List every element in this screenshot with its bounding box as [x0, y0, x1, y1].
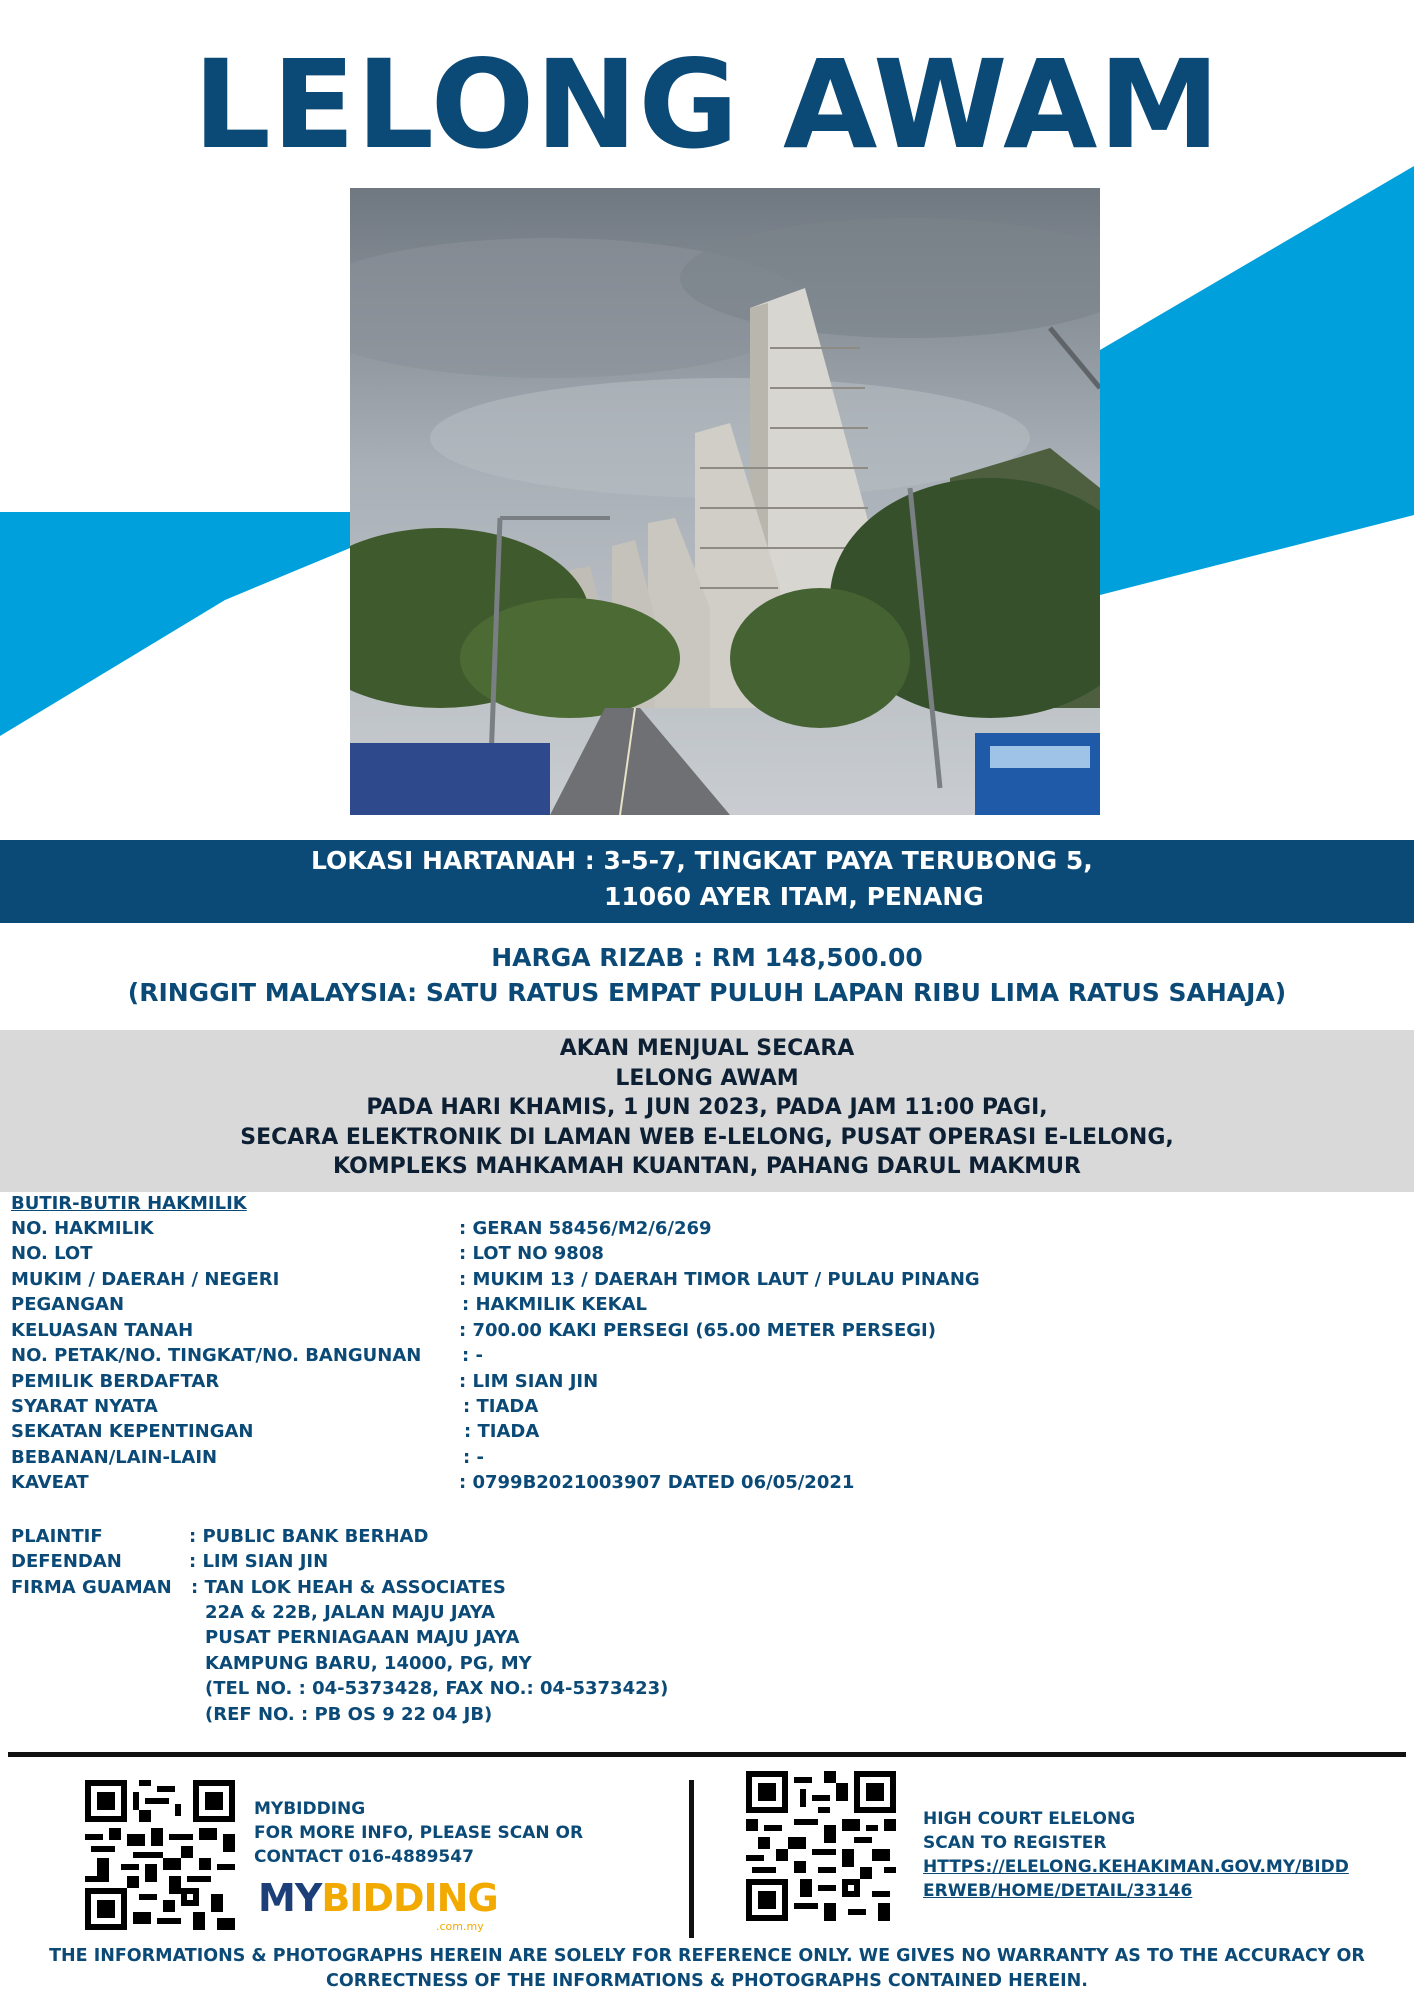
party-value: : LIM SIAN JIN — [189, 1551, 329, 1572]
location-line-1: LOKASI HARTANAH : 3-5-7, TINGKAT PAYA TERUBONG 5, — [311, 846, 1093, 875]
party-value: : TAN LOK HEAH & ASSOCIATES — [191, 1577, 506, 1598]
detail-label: BEBANAN/LAIN-LAIN — [11, 1447, 218, 1468]
reserve-price-words: (RINGGIT MALAYSIA: SATU RATUS EMPAT PULUH LAPAN RIBU LIMA RATUS SAHAJA) — [127, 978, 1287, 1007]
auction-line: KOMPLEKS MAHKAMAH KUANTAN, PAHANG DARUL MAKMUR — [333, 1154, 1081, 1179]
detail-value: : - — [462, 1345, 483, 1366]
detail-value: : 700.00 KAKI PERSEGI (65.00 METER PERSEGI) — [459, 1320, 936, 1341]
detail-label: KELUASAN TANAH — [11, 1320, 194, 1341]
auction-line: LELONG AWAM — [615, 1065, 799, 1091]
firm-address-line: (TEL NO. : 04-5373428, FAX NO.: 04-5373423) — [205, 1678, 669, 1699]
auction-line: PADA HARI KHAMIS, 1 JUN 2023, PADA JAM 11:00 PAGI, — [366, 1095, 1048, 1120]
detail-label: MUKIM / DAERAH / NEGERI — [11, 1269, 280, 1290]
detail-label: NO. HAKMILIK — [11, 1218, 154, 1239]
detail-value: : 0799B2021003907 DATED 06/05/2021 — [459, 1472, 855, 1493]
detail-label: SYARAT NYATA — [11, 1396, 158, 1417]
detail-value: : HAKMILIK KEKAL — [462, 1294, 647, 1315]
mybidding-name: MYBIDDING — [254, 1799, 366, 1819]
detail-value: : LIM SIAN JIN — [459, 1371, 599, 1392]
detail-value: : GERAN 58456/M2/6/269 — [459, 1218, 712, 1239]
firm-address-line: KAMPUNG BARU, 14000, PG, MY — [205, 1653, 532, 1674]
disclaimer — [0, 1944, 1414, 1994]
detail-value: : MUKIM 13 / DAERAH TIMOR LAUT / PULAU PINANG — [459, 1269, 980, 1290]
disclaimer-line-2: CORRECTNESS OF THE INFORMATIONS & PHOTOGRAPHS CONTAINED HEREIN. — [326, 1971, 1088, 1991]
mybidding-info — [254, 1797, 583, 1869]
mybidding-scan-text: FOR MORE INFO, PLEASE SCAN OR — [254, 1823, 584, 1843]
detail-value: : TIADA — [464, 1421, 540, 1442]
detail-label: PEGANGAN — [11, 1294, 125, 1315]
reserve-price — [0, 940, 1414, 1010]
mybidding-logo-domain: .com.my — [436, 1920, 484, 1933]
party-value: : PUBLIC BANK BERHAD — [189, 1526, 429, 1547]
location-line-2: 11060 AYER ITAM, PENANG — [604, 882, 984, 911]
mybidding-contact[interactable]: CONTACT 016-4889547 — [254, 1847, 474, 1867]
footer-divider — [8, 1752, 1406, 1757]
auction-line: SECARA ELEKTRONIK DI LAMAN WEB E-LELONG, PUSAT OPERASI E-LELONG, — [240, 1124, 1174, 1150]
location-banner — [0, 840, 1414, 923]
detail-label: NO. PETAK/NO. TINGKAT/NO. BANGUNAN — [11, 1345, 422, 1366]
elelong-name: HIGH COURT ELELONG — [923, 1809, 1136, 1829]
detail-value: : TIADA — [463, 1396, 539, 1417]
page-title: LELONG AWAM — [193, 34, 1221, 176]
detail-label: NO. LOT — [11, 1243, 93, 1264]
elelong-info — [923, 1807, 1349, 1903]
party-label: DEFENDAN — [11, 1551, 122, 1572]
elelong-link-continued[interactable]: ERWEB/HOME/DETAIL/33146 — [923, 1881, 1193, 1901]
auction-line: AKAN MENJUAL SECARA — [559, 1036, 855, 1061]
elelong-qr-code[interactable] — [746, 1771, 896, 1921]
property-photo — [350, 188, 1100, 815]
footer-vertical-divider — [689, 1780, 694, 1938]
reserve-price-amount: HARGA RIZAB : RM 148,500.00 — [491, 943, 923, 972]
party-label: PLAINTIF — [11, 1526, 103, 1547]
title-details-heading: BUTIR-BUTIR HAKMILIK — [11, 1193, 247, 1214]
party-label: FIRMA GUAMAN — [11, 1577, 172, 1598]
firm-address-line: (REF NO. : PB OS 9 22 04 JB) — [205, 1704, 493, 1725]
detail-value: : - — [463, 1447, 484, 1468]
mybidding-logo: MYBIDDING — [258, 1876, 498, 1920]
elelong-scan-text: SCAN TO REGISTER — [923, 1833, 1107, 1853]
disclaimer-line-1: THE INFORMATIONS & PHOTOGRAPHS HEREIN ARE SOLELY FOR REFERENCE ONLY. WE GIVES NO WARRANTY AS TO THE ACCURACY OR — [49, 1946, 1365, 1966]
mybidding-qr-code[interactable] — [85, 1780, 235, 1930]
elelong-link[interactable]: HTTPS://ELELONG.KEHAKIMAN.GOV.MY/BIDD — [923, 1857, 1349, 1877]
auction-details-banner — [0, 1030, 1414, 1192]
detail-label: KAVEAT — [11, 1472, 89, 1493]
firm-address-line: 22A & 22B, JALAN MAJU JAYA — [205, 1602, 496, 1623]
firm-address-line: PUSAT PERNIAGAAN MAJU JAYA — [205, 1627, 520, 1648]
detail-value: : LOT NO 9808 — [459, 1243, 604, 1264]
detail-label: SEKATAN KEPENTINGAN — [11, 1421, 254, 1442]
detail-label: PEMILIK BERDAFTAR — [11, 1371, 220, 1392]
